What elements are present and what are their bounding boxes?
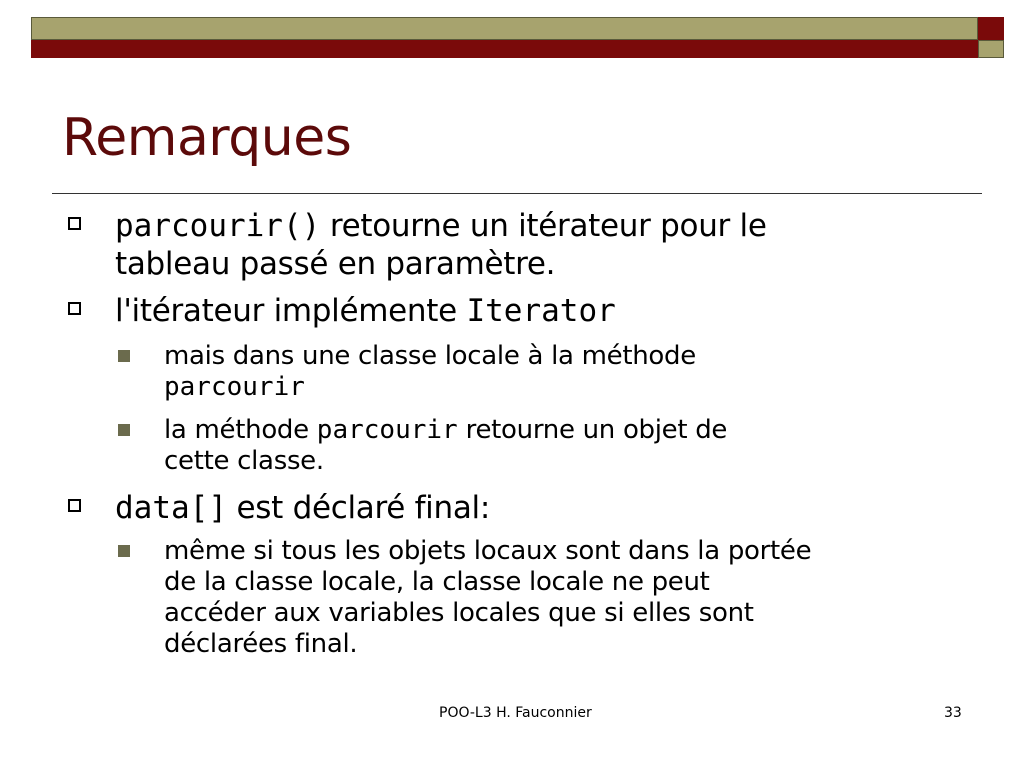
filled-square-bullet-icon: [118, 350, 130, 362]
slide-title: Remarques: [62, 108, 352, 168]
bullet-data-final: [115, 489, 490, 527]
footer-page-number: 33: [944, 705, 962, 721]
bullet-text-line2: tableau passé en paramètre.: [115, 246, 556, 282]
hollow-square-bullet-icon: [68, 217, 81, 230]
filled-square-bullet-icon: [118, 545, 130, 557]
hollow-square-bullet-icon: [68, 499, 81, 512]
sub-bullet-local-class: [164, 341, 696, 403]
header-band-maroon: [31, 38, 978, 58]
sub-bullet-local-variables: [164, 536, 811, 660]
code-parcourir-call: parcourir(): [115, 208, 321, 244]
bullet-parcourir-returns: [115, 207, 767, 283]
code-data-array: data[]: [115, 490, 227, 526]
header-band-olive: [31, 17, 978, 40]
title-divider: [52, 193, 982, 194]
header-square-olive: [978, 40, 1004, 58]
code-parcourir: parcourir: [164, 372, 305, 402]
bullet-iterator-implements: [115, 292, 616, 330]
code-parcourir: parcourir: [316, 415, 458, 445]
hollow-square-bullet-icon: [68, 302, 81, 315]
header-square-maroon: [978, 17, 1004, 40]
sub-bullet-text-line2: cette classe.: [164, 446, 324, 476]
sub-bullet-line-1: même si tous les objets locaux sont dans la portée: [164, 536, 812, 566]
code-iterator: Iterator: [466, 293, 616, 329]
sub-bullet-returns-object: [164, 415, 727, 477]
bullet-text: est déclaré final:: [226, 490, 490, 526]
sub-bullet-text: la méthode: [164, 415, 317, 445]
sub-bullet-text: retourne un objet de: [457, 415, 728, 445]
bullet-text: l'itérateur implémente: [115, 293, 467, 329]
sub-bullet-line-3: accéder aux variables locales que si elles sont: [164, 598, 754, 628]
filled-square-bullet-icon: [118, 424, 130, 436]
sub-bullet-line-2: de la classe locale, la classe locale ne peut: [164, 567, 710, 597]
sub-bullet-text: mais dans une classe locale à la méthode: [164, 341, 696, 371]
bullet-text: retourne un itérateur pour le: [320, 208, 767, 244]
footer-author: POO-L3 H. Fauconnier: [439, 705, 592, 721]
sub-bullet-line-4: déclarées final.: [164, 629, 358, 659]
